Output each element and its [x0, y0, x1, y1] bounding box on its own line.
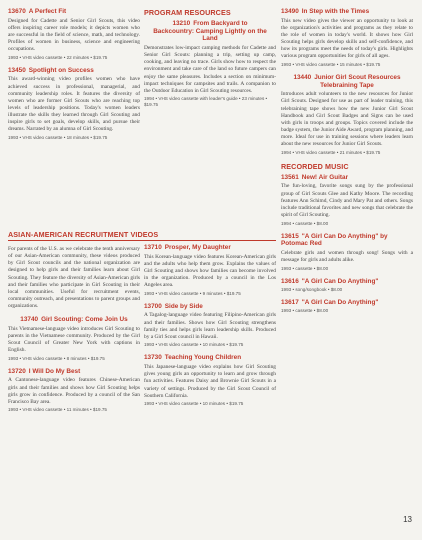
- entry-description: A Cantonese-language video features Chinese-American girls and their families and shows how Girl Scouting helps girls grow in confidence. Produced by a council of the San Francisco Bay area.: [8, 377, 140, 405]
- entry-meta: 1993 • song/songbook • $8.00: [281, 286, 343, 292]
- entry-number: 13615: [281, 232, 299, 240]
- banner-title: ASIAN-AMERICAN RECRUITMENT VIDEOS: [8, 230, 159, 239]
- catalog-entry: [281, 8, 413, 68]
- entry-meta: 1994 • cassette • $8.00: [281, 220, 329, 226]
- lower-column-left: [8, 244, 140, 419]
- entry-description: Introduces adult volunteers to the new resources for Junior Girl Scouts. Designed for use as part of leader training, this telebraining tape shows how the new Junior Girl Scout Handbook and Girl Scout Badges and Signs can be used with girls in troops and groups. Topics covered include the badge system, the Junior Aide Award, program planning, and more. Ideal for use in training sessions where leaders learn about the new resources for Junior Girl Scouts.: [281, 91, 413, 148]
- entry-number: 13210: [172, 20, 191, 27]
- entry-meta: 1994 • VHS video cassette with leader's guide • 23 minutes • $19.75: [144, 96, 268, 108]
- entry-name: From Backyard to Backcountry: Camping Lightly on the Land: [153, 20, 267, 43]
- entry-name: A Perfect Fit: [28, 8, 67, 15]
- entry-title: [8, 67, 140, 75]
- column-right: [281, 8, 413, 320]
- entry-title: [281, 174, 413, 182]
- entry-description: A Tagalog-language video featuring Filipino-American girls and their families. Shows how Girl Scouting strengthens family ties and helps girls learn leadership skills. Produced by a Girl Scout council in Hawaii.: [144, 312, 276, 340]
- entry-meta: 1993 • VHS video cassette • 8 minutes • $19.75: [8, 355, 105, 361]
- entry-name: "A Girl Can Do Anything": [301, 298, 379, 306]
- entry-number: 13490: [281, 8, 299, 15]
- catalog-entry: [8, 316, 140, 362]
- entry-name: Junior Girl Scout Resources Telebraining Tape: [314, 73, 401, 89]
- entry-title: [8, 316, 140, 324]
- entry-description: Demonstrates low-impact camping methods for Cadette and Senior Girl Scouts: planning a trip, setting up camp, cooking, and leaving no trace. Girls show how to respect the environment and take care of the land so future campers can enjoy the same pleasures. Includes a section on minimum-impact techniques for campsites and trails. A companion to the Outdoor Education in Girl Scouting resources.: [144, 45, 276, 94]
- entry-meta: 1993 • VHS video cassette • 10 minutes • $19.75: [144, 401, 244, 407]
- section-heading-asian-american-videos: [8, 230, 276, 239]
- entry-description: This Korean-language video features Korean-American girls and the adults who help them grow. Explains the values of Girl Scouting and shows how families can become involved in the organization. Produced by a council in the Los Angeles area.: [144, 253, 276, 289]
- entry-name: I Will Do My Best: [28, 367, 81, 375]
- entry-number: 13561: [281, 173, 299, 181]
- music-entry: [281, 299, 413, 314]
- entry-name: Girl Scouting: Come Join Us: [41, 316, 128, 324]
- entry-title: [281, 8, 413, 16]
- entry-meta: 1993 • VHS video cassette • 10 minutes • $19.75: [144, 342, 244, 348]
- entry-description: Celebrate girls and women through song! Songs with a message for girls and adults alike.: [281, 249, 413, 264]
- entry-title: [281, 299, 413, 307]
- entry-title: [144, 354, 276, 362]
- section-heading-recorded-music: RECORDED MUSIC: [281, 161, 349, 171]
- entry-number: 13740: [20, 316, 39, 324]
- entry-description: The fun-loving, favorite songs sung by the professional group of Girl Scouts Glee and Kathy Moore. The recording features Ann Schimd, Cindy and Mary Pat and others. Songs include traditional favorites and new songs that celebrate the spirit of Girl Scouting.: [281, 183, 413, 218]
- entry-meta: 1993 • VHS video cassette • 22 minutes • $19.75: [8, 54, 108, 60]
- catalog-entry: [144, 244, 276, 297]
- entry-name: Spotlight on Success: [28, 66, 94, 74]
- catalog-entry: [8, 368, 140, 414]
- catalog-entry: [144, 303, 276, 349]
- section-intro: [8, 246, 140, 310]
- entry-title: [144, 20, 276, 43]
- intro-text: For parents of the U.S. as we celebrate the tenth anniversary of our Asian-American community, these videos produced by Girl Scout councils and the national organization are designed to help girls and their families learn about Girl Scouting. They feature the diversity of Asian-American girls and their families who participate in Girl Scouting in their local communities. Useful for recruitment events, community outreach, and presentations to parent groups and organizations.: [8, 246, 140, 309]
- entry-meta: 1993 • VHS video cassette • 9 minutes • $19.75: [144, 290, 241, 296]
- entry-title: [281, 233, 413, 248]
- entry-title: [8, 8, 140, 16]
- entry-title: [144, 303, 276, 311]
- entry-title: [144, 244, 276, 252]
- entry-name: Side by Side: [164, 302, 203, 310]
- entry-description: This Vietnamese-language video introduces Girl Scouting to parents in the Vietnamese community. Produced by the Girl Scout Council of Greater New York with captions in English.: [8, 325, 140, 354]
- entry-number: 13670: [8, 8, 26, 15]
- page-number: 13: [403, 515, 412, 524]
- entry-description: Designed for Cadette and Senior Girl Scouts, this video offers inspiring career role models; it depicts women who are successful in the field of science, math, and technology. Profiles of women in business, science and engineering occupations.: [8, 17, 140, 53]
- entry-meta: 1993 • VHS video cassette • 18 minutes • $19.75: [8, 134, 108, 140]
- catalog-entry: [8, 67, 140, 141]
- entry-number: 13616: [281, 277, 299, 285]
- entry-description: This new video gives the viewer an opportunity to look at the organization's activities and programs as they relate to the role of women in today's world. It shows how Girl Scouting helps girls develop skills and self-confidence, and how its programs meet the needs of today's girls. Highlights various program opportunities for girls of all ages.: [281, 17, 413, 60]
- entry-name: Prosper, My Daughter: [164, 244, 231, 251]
- catalog-entry: [144, 354, 276, 407]
- entry-title: [281, 74, 413, 89]
- entry-meta: 1994 • VHS video cassette • 21 minutes • $19.75: [281, 149, 381, 155]
- entry-description: This award-winning video profiles women who have achieved success in professional, managerial, and community leadership roles. It features the diversity of women who are former Girl Scouts who are reaching top levels of leadership positions. Today's women leaders illustrate the skills they learned through Girl Scouting and inspire girls to set goals, develop skills, and pursue their dreams. Narrated by an alumna of Girl Scouting.: [8, 76, 140, 133]
- section-heading-program-resources: PROGRAM RESOURCES: [144, 8, 231, 17]
- entry-number: 13440: [293, 73, 312, 81]
- column-middle: [144, 8, 276, 114]
- entry-name: Teaching Young Children: [164, 354, 242, 362]
- entry-number: 13450: [8, 66, 26, 74]
- column-left: [8, 8, 140, 147]
- entry-name: "A Girl Can Do Anything" by Potomac Red: [281, 232, 388, 248]
- entry-number: 13617: [281, 298, 299, 306]
- music-entry: [281, 174, 413, 227]
- entry-number: 13700: [144, 302, 162, 310]
- entry-meta: 1993 • cassette • $8.00: [281, 307, 329, 313]
- entry-number: 13720: [8, 367, 26, 375]
- entry-meta: 1993 • VHS video cassette • 11 minutes • $19.75: [8, 407, 107, 413]
- entry-description: This Japanese-language video explains how Girl Scouting gives young girls an opportunity to learn and grow through fun activities. Features Daisy and Brownie Girl Scouts in a variety of settings. Produced by the Girl Scout Council of Southern California.: [144, 364, 276, 399]
- lower-column-middle: [144, 244, 276, 413]
- entry-name: "A Girl Can Do Anything": [301, 277, 379, 285]
- section-divider: [8, 240, 276, 241]
- entry-title: [281, 278, 413, 286]
- entry-meta: 1993 • cassette • $8.00: [281, 265, 329, 271]
- entry-name: New! Air Guitar: [301, 173, 349, 181]
- catalog-entry: [8, 8, 140, 61]
- entry-meta: 1993 • VHS video cassette • 15 minutes • $19.75: [281, 61, 381, 67]
- catalog-entry: [144, 20, 276, 108]
- entry-title: [8, 368, 140, 376]
- music-entry: [281, 233, 413, 272]
- catalog-entry: [281, 74, 413, 156]
- entry-number: 13730: [144, 354, 162, 362]
- entry-number: 13710: [144, 244, 162, 251]
- music-entry: [281, 278, 413, 293]
- entry-name: In Step with the Times: [301, 8, 370, 15]
